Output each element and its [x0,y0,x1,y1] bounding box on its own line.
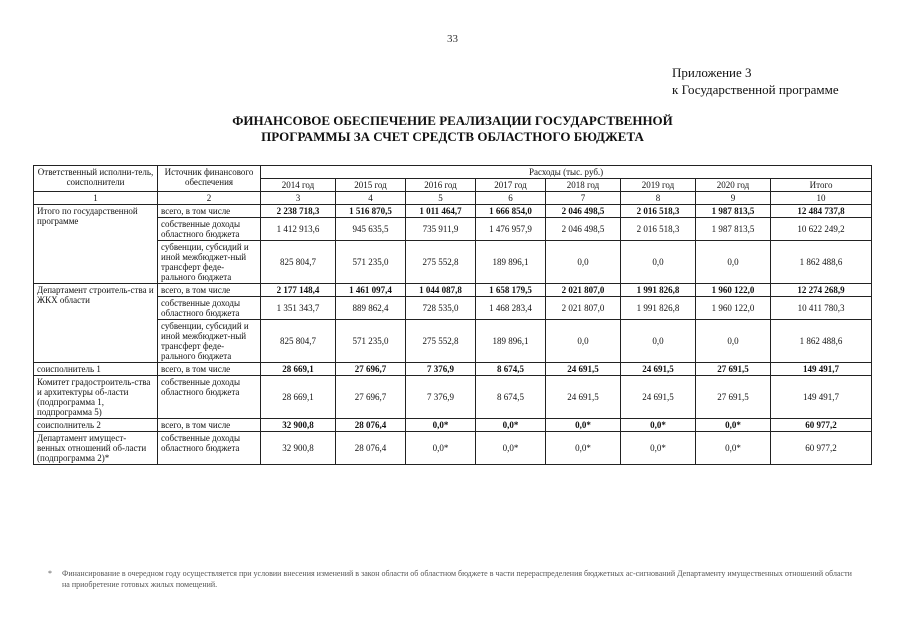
column-number: 10 [771,192,872,205]
table-row [34,363,872,376]
co-executor-label: соисполнитель 2 [34,419,158,432]
header-source: Источник финансового обеспечения [158,166,261,192]
year-value: 28 076,4 [336,419,406,432]
title-line-2: ПРОГРАММЫ ЗА СЧЕТ СРЕДСТВ ОБЛАСТНОГО БЮДЖЕТА [261,129,644,144]
year-value: 0,0 [696,241,771,284]
year-value: 0,0* [696,419,771,432]
column-number-row [34,192,872,205]
column-number: 3 [261,192,336,205]
year-value: 0,0* [406,419,476,432]
year-value: 24 691,5 [546,376,621,419]
year-value: 1 351 343,7 [261,297,336,320]
total-value: 12 274 268,9 [771,284,872,297]
year-value: 1 960 122,0 [696,284,771,297]
year-value: 28 669,1 [261,376,336,419]
year-value: 1 412 913,6 [261,218,336,241]
year-value: 889 862,4 [336,297,406,320]
co-executor-label: соисполнитель 1 [34,363,158,376]
total-value: 60 977,2 [771,432,872,465]
year-value: 8 674,5 [476,363,546,376]
year-value: 0,0 [696,320,771,363]
table-row [34,419,872,432]
appendix-line-1: Приложение 3 [672,65,752,80]
year-value: 24 691,5 [621,376,696,419]
header-year: 2019 год [621,179,696,192]
funding-source: всего, в том числе [158,419,261,432]
year-value: 2 046 498,5 [546,205,621,218]
total-value: 12 484 737,8 [771,205,872,218]
total-value: 1 862 488,6 [771,241,872,284]
column-number: 7 [546,192,621,205]
table-row [34,241,872,284]
year-value: 28 076,4 [336,432,406,465]
footnote-mark: * [48,569,52,578]
footnote-text: Финансирование в очередном году осуществляется при условии внесения изменений в закон области об областном бюджете в части перераспределения бюджетных ас-сигнований Департаменту имущественных отношений области на приобретение готовых жилых помещений. [62,569,852,589]
funding-source: субвенции, субсидий и иной межбюджет-ный трансферт феде-рального бюджета [158,241,261,284]
table-row [34,205,872,218]
year-value: 24 691,5 [621,363,696,376]
total-value: 10 622 249,2 [771,218,872,241]
year-value: 27 691,5 [696,363,771,376]
table-body [34,192,872,465]
column-number: 6 [476,192,546,205]
year-value: 2 046 498,5 [546,218,621,241]
year-value: 2 016 518,3 [621,205,696,218]
financing-table [33,165,872,465]
total-value: 1 862 488,6 [771,320,872,363]
column-number: 1 [34,192,158,205]
year-value: 571 235,0 [336,241,406,284]
year-value: 2 021 807,0 [546,297,621,320]
funding-source: всего, в том числе [158,363,261,376]
year-value: 1 044 087,8 [406,284,476,297]
year-value: 1 987 813,5 [696,205,771,218]
year-value: 1 011 464,7 [406,205,476,218]
header-year: 2020 год [696,179,771,192]
year-value: 1 666 854,0 [476,205,546,218]
year-value: 0,0* [621,419,696,432]
total-value: 149 491,7 [771,363,872,376]
year-value: 0,0* [621,432,696,465]
year-value: 27 696,7 [336,363,406,376]
year-value: 0,0* [476,419,546,432]
table-row [34,297,872,320]
year-value: 1 991 826,8 [621,284,696,297]
year-value: 8 674,5 [476,376,546,419]
header-year: 2017 год [476,179,546,192]
funding-source: всего, в том числе [158,205,261,218]
year-value: 189 896,1 [476,320,546,363]
funding-source: собственные доходы областного бюджета [158,376,261,419]
year-value: 0,0* [546,419,621,432]
column-number: 2 [158,192,261,205]
year-value: 735 911,9 [406,218,476,241]
column-number: 9 [696,192,771,205]
year-value: 32 900,8 [261,432,336,465]
year-value: 1 987 813,5 [696,218,771,241]
header-year: 2015 год [336,179,406,192]
header-responsible: Ответственный исполни-тель, соисполнители [34,166,158,192]
funding-source: собственные доходы областного бюджета [158,218,261,241]
year-value: 2 177 148,4 [261,284,336,297]
year-value: 1 516 870,5 [336,205,406,218]
year-value: 0,0 [546,320,621,363]
year-value: 728 535,0 [406,297,476,320]
year-value: 0,0 [546,241,621,284]
funding-source: всего, в том числе [158,284,261,297]
year-value: 571 235,0 [336,320,406,363]
responsible-executor: Департамент строитель-ства и ЖКХ области [34,284,158,363]
header-total: Итого [771,179,872,192]
year-value: 0,0 [621,241,696,284]
column-number: 8 [621,192,696,205]
year-value: 2 016 518,3 [621,218,696,241]
total-value: 149 491,7 [771,376,872,419]
year-value: 27 691,5 [696,376,771,419]
funding-source: собственные доходы областного бюджета [158,297,261,320]
title-line-1: ФИНАНСОВОЕ ОБЕСПЕЧЕНИЕ РЕАЛИЗАЦИИ ГОСУДАРСТВЕННОЙ [232,113,673,128]
year-value: 0,0* [546,432,621,465]
year-value: 945 635,5 [336,218,406,241]
year-value: 1 658 179,5 [476,284,546,297]
footnote [48,568,852,590]
year-value: 1 461 097,4 [336,284,406,297]
year-value: 0,0* [696,432,771,465]
header-row-1 [34,166,872,179]
year-value: 1 468 283,4 [476,297,546,320]
funding-source: собственные доходы областного бюджета [158,432,261,465]
year-value: 2 238 718,3 [261,205,336,218]
total-value: 10 411 780,3 [771,297,872,320]
column-number: 5 [406,192,476,205]
year-value: 1 960 122,0 [696,297,771,320]
table-row [34,320,872,363]
responsible-executor: Итого по государственной программе [34,205,158,284]
year-value: 7 376,9 [406,363,476,376]
year-value: 32 900,8 [261,419,336,432]
year-value: 7 376,9 [406,376,476,419]
total-value: 60 977,2 [771,419,872,432]
year-value: 28 669,1 [261,363,336,376]
responsible-executor: Комитет градостроитель-ства и архитектуры об-ласти (подпрограмма 1, подпрограмма 5) [34,376,158,419]
column-number: 4 [336,192,406,205]
year-value: 275 552,8 [406,320,476,363]
table-row [34,376,872,419]
appendix-heading [672,64,839,98]
responsible-executor: Департамент имущест-венных отношений об-ласти (подпрограмма 2)* [34,432,158,465]
year-value: 1 476 957,9 [476,218,546,241]
year-value: 0,0 [621,320,696,363]
header-year: 2018 год [546,179,621,192]
year-value: 825 804,7 [261,320,336,363]
appendix-line-2: к Государственной программе [672,82,839,97]
year-value: 27 696,7 [336,376,406,419]
document-title [100,113,805,145]
year-value: 189 896,1 [476,241,546,284]
year-value: 24 691,5 [546,363,621,376]
header-expenses: Расходы (тыс. руб.) [261,166,872,179]
header-year: 2014 год [261,179,336,192]
year-value: 0,0* [476,432,546,465]
table-row [34,284,872,297]
page-number: 33 [447,33,458,45]
year-value: 825 804,7 [261,241,336,284]
table-row [34,218,872,241]
year-value: 2 021 807,0 [546,284,621,297]
funding-source: субвенции, субсидий и иной межбюджет-ный трансферт феде-рального бюджета [158,320,261,363]
year-value: 0,0* [406,432,476,465]
table-row [34,432,872,465]
year-value: 275 552,8 [406,241,476,284]
year-value: 1 991 826,8 [621,297,696,320]
header-year: 2016 год [406,179,476,192]
